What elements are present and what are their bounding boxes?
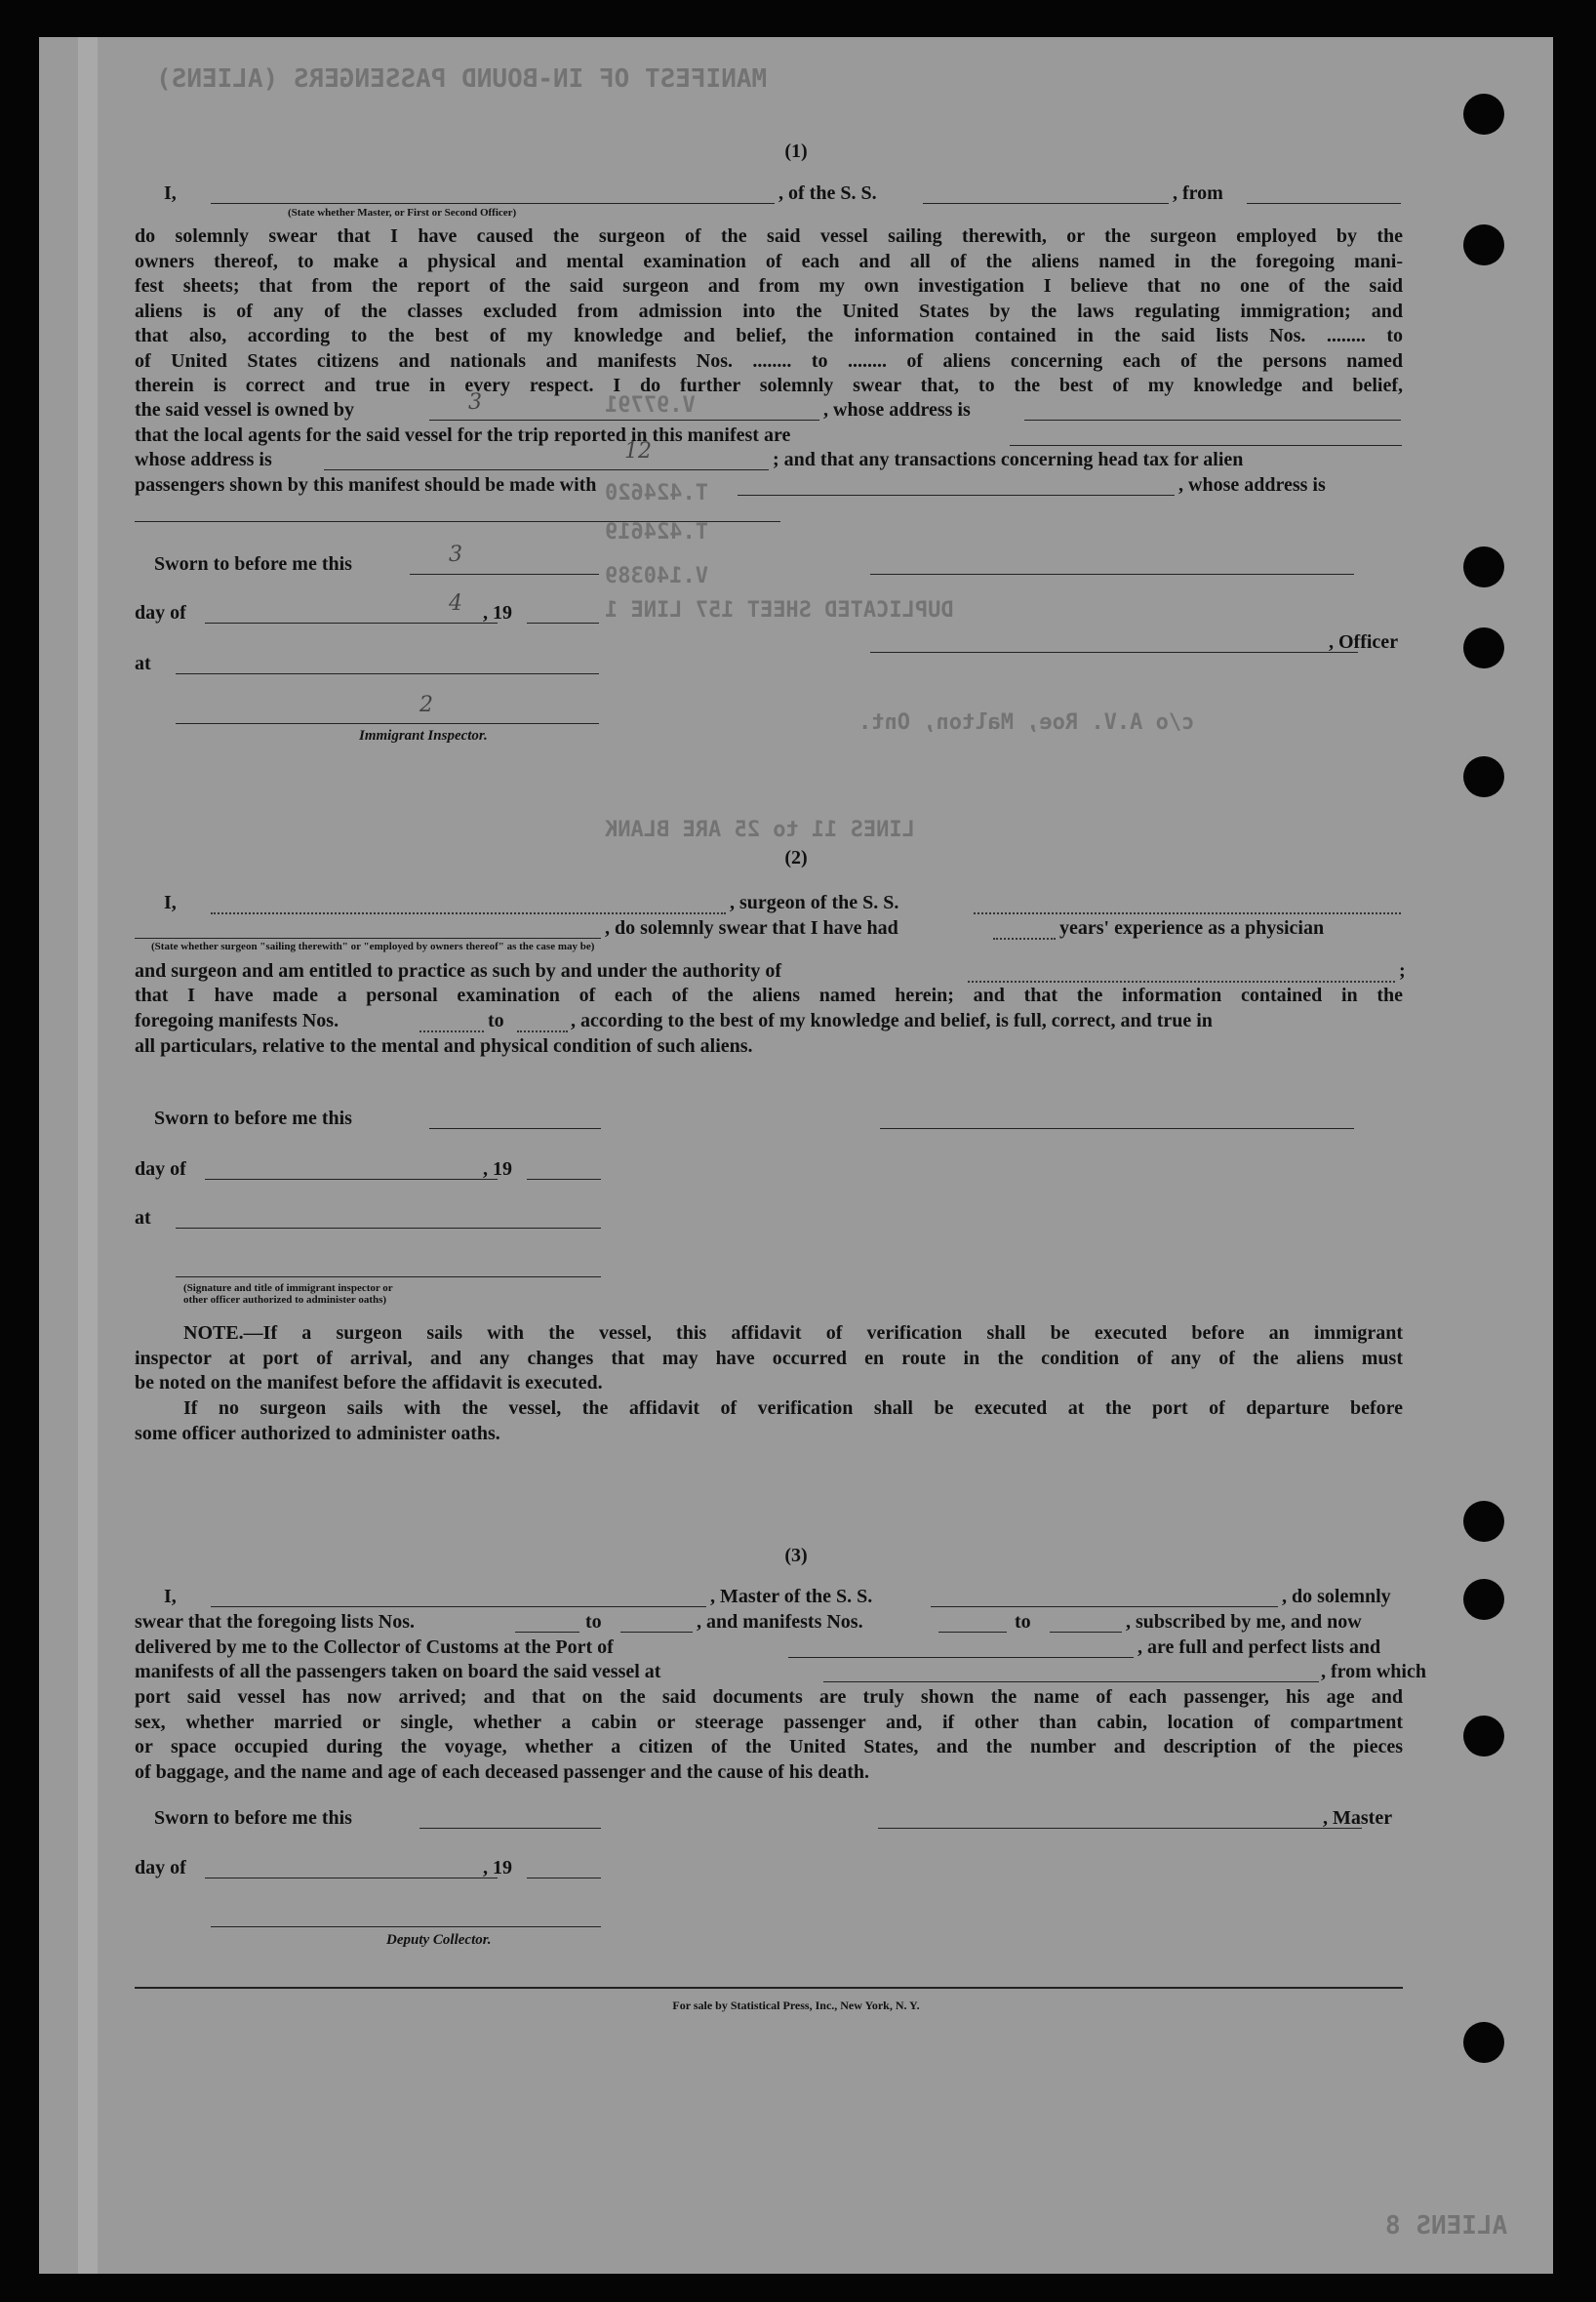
punch-hole (1463, 1579, 1504, 1620)
handwritten-owner-value: 3 (468, 390, 482, 415)
surgeon-name-line (211, 912, 726, 914)
at-place-line (176, 673, 599, 674)
body-line: of baggage, and the name and age of each deceased passenger and the cause of his death. (135, 1760, 869, 1783)
delivered-label: delivered by me to the Collector of Customs at the Port of (135, 1636, 614, 1658)
at-place-line-2 (176, 1228, 601, 1229)
owner-line (429, 420, 819, 421)
surgeon-signature-line (880, 1128, 1354, 1129)
and-manifests-label: , and manifests Nos. (697, 1611, 863, 1633)
owned-by-label: the said vessel is owned by (135, 399, 355, 421)
embarkation-port-line (823, 1681, 1319, 1682)
surgeon-i-label: I, (164, 892, 177, 913)
surgeon-of-label: , surgeon of the S. S. (730, 892, 899, 913)
year-line (527, 623, 599, 624)
sworn-label-3: Sworn to before me this (154, 1807, 352, 1829)
officer-signature-line-2 (176, 1276, 601, 1277)
contact-address-line (135, 521, 780, 522)
officer-signature-line (870, 652, 1358, 653)
bleed-through-strip (78, 37, 98, 2274)
body-line: fest sheets; that from the report of the said surgeon and from my own investigation I believe that no one of the said (135, 275, 1403, 297)
swear-lists-label: swear that the foregoing lists Nos. (135, 1611, 416, 1633)
footer-rule (135, 1987, 1403, 1989)
no-surgeon-line: some officer authorized to administer oaths. (135, 1422, 500, 1444)
punch-hole (1463, 627, 1504, 668)
punch-hole (1463, 1716, 1504, 1757)
local-agents-line (1010, 445, 1402, 446)
section-2-heading: (2) (784, 847, 808, 868)
note-line: NOTE.—If a surgeon sails with the vessel, this affidavit of verification shall be executed before an immigrant (183, 1322, 1403, 1344)
manifest-to-line (517, 1030, 568, 1032)
note-paragraph (135, 1321, 1403, 1396)
bleed-through-number: T.424619 (605, 520, 708, 545)
handwritten-sworn-day: 3 (449, 543, 462, 567)
agents-address-line (324, 469, 769, 470)
from-label: , from (1173, 182, 1223, 204)
bleed-through-address: c/o A.V. Roe, Malton, Ont. (858, 710, 1195, 735)
punch-hole (1463, 94, 1504, 135)
owner-address-label: , whose address is (823, 399, 971, 421)
at-label-2: at (135, 1207, 151, 1229)
sworn-date-line-3 (419, 1828, 601, 1829)
manifest-back-page (39, 37, 1553, 2274)
foregoing-label: foregoing manifests Nos. (135, 1010, 339, 1031)
no-surgeon-paragraph (135, 1396, 1403, 1446)
manifests-all-label: manifests of all the passengers taken on board the said vessel at (135, 1661, 661, 1682)
punch-hole (1463, 546, 1504, 587)
body-line: sex, whether married or single, whether a cabin or steerage passenger and, if other than cabin, location of compartment (135, 1711, 1403, 1733)
ship-label: , of the S. S. (778, 182, 877, 204)
particulars-line: all particulars, relative to the mental and physical condition of such aliens. (135, 1035, 753, 1057)
authority-line (968, 981, 1395, 983)
body-line: owners thereof, to make a physical and mental examination of each and all of the aliens named in the foregoing mani- (135, 250, 1403, 272)
surgeon-status-line (135, 938, 601, 939)
master-i-label: I, (164, 1586, 177, 1607)
lists-to-label: to (585, 1611, 602, 1633)
inspector-signature-line (176, 723, 599, 724)
body-line: therein is correct and true in every respect. I do further solemnly swear that, to the best of my knowledge and belief, (135, 375, 1403, 396)
bleed-through-number: V.140389 (605, 564, 708, 588)
bleed-through-sheet-label: ALIENS 8 (1385, 2211, 1508, 2241)
body-line: or space occupied during the voyage, whether a citizen of the United States, and the number and description of the pieces (135, 1736, 1403, 1757)
day-of-line-2 (205, 1179, 498, 1180)
note-line: be noted on the manifest before the affidavit is executed. (135, 1372, 603, 1393)
entitled-label: and surgeon and am entitled to practice as such by and under the authority of (135, 960, 782, 982)
section-1-heading: (1) (784, 141, 808, 162)
body-line: of United States citizens and nationals and manifests Nos. ........ to ........ of aliens concerning each of the persons named (135, 349, 1403, 372)
years-line (993, 938, 1056, 940)
bleed-through-title: MANIFEST OF IN-BOUND PASSENGERS (ALIENS) (156, 64, 768, 94)
master-signature-line (870, 574, 1354, 575)
semicolon: ; (1399, 960, 1406, 982)
ship-name-line (923, 203, 1169, 204)
punch-hole (1463, 224, 1504, 265)
master-signature-line-3 (878, 1828, 1362, 1829)
body-line: port said vessel has now arrived; and that on the said documents are truly shown the name of each passenger, his age and (135, 1686, 1403, 1708)
head-tax-label: ; and that any transactions concerning head tax for alien (773, 449, 1244, 470)
manifest-from-line (419, 1030, 484, 1032)
sworn-label-2: Sworn to before me this (154, 1108, 352, 1129)
port-line (788, 1657, 1134, 1658)
year-label-3: , 19 (483, 1857, 512, 1878)
note-line: inspector at port of arrival, and any changes that may have occurred en route in the condition of any of the aliens must (135, 1347, 1403, 1369)
bleed-through-number: T.424620 (605, 481, 708, 505)
bleed-through-stamp: DUPLICATED SHEET 157 LINE 1 (605, 598, 954, 623)
punch-hole (1463, 1501, 1504, 1542)
year-line-2 (527, 1179, 601, 1180)
handwritten-address-value: 12 (624, 439, 652, 464)
day-of-label: day of (135, 602, 186, 624)
bleed-through-blank-note: LINES 11 to 25 ARE BLANK (605, 818, 915, 842)
no-surgeon-line: If no surgeon sails with the vessel, the affidavit of verification shall be executed at the port of departure before (183, 1397, 1403, 1419)
do-solemnly-label: , do solemnly (1282, 1586, 1391, 1607)
owner-address-line (1024, 420, 1401, 421)
body-line: aliens is of any of the classes excluded from admission into the United States by the laws regulating immigration; and (135, 300, 1403, 322)
from-which-label: , from which (1321, 1661, 1426, 1682)
swear-label: , do solemnly swear that I have had (605, 917, 898, 939)
lists-to-line (620, 1632, 693, 1633)
master-ship-line (931, 1606, 1278, 1607)
deputy-signature-line (211, 1926, 601, 1927)
day-of-line (205, 623, 498, 624)
from-port-line (1247, 203, 1401, 204)
surgeon-ship-line (974, 912, 1401, 914)
day-of-label-3: day of (135, 1857, 186, 1878)
punch-hole (1463, 2022, 1504, 2063)
bleed-through-number: V.97791 (605, 393, 696, 418)
years-label: years' experience as a physician (1059, 917, 1325, 939)
sworn-label: Sworn to before me this (154, 553, 352, 575)
signature-caption-2: other officer authorized to administer oaths) (183, 1294, 387, 1306)
body-line: do solemnly swear that I have caused the surgeon of the said vessel sailing therewith, or the surgeon employed by the (135, 225, 1403, 247)
foregoing-rest: , according to the best of my knowledge and belief, is full, correct, and true in (571, 1010, 1213, 1031)
affiant-label: I, (164, 182, 177, 204)
printer-imprint: For sale by Statistical Press, Inc., New York, N. Y. (672, 1999, 920, 2012)
section-3-heading: (3) (784, 1545, 808, 1566)
handwritten-day-of: 4 (449, 591, 462, 616)
local-agents-label: that the local agents for the said vessel for the trip reported in this manifest are (135, 424, 791, 446)
signature-caption-1: (Signature and title of immigrant inspector or (183, 1282, 393, 1294)
agents-address-label: whose address is (135, 449, 272, 470)
surgeon-caption: (State whether surgeon "sailing therewith" or "employed by owners thereof" as the case may be) (151, 941, 595, 952)
section-3-body (135, 1685, 1403, 1785)
at-label: at (135, 653, 151, 674)
manifests-to-label: to (1015, 1611, 1031, 1633)
lists-from-line (515, 1632, 579, 1633)
day-of-label-2: day of (135, 1158, 186, 1180)
master-of-label: , Master of the S. S. (710, 1586, 873, 1607)
year-label: , 19 (483, 602, 512, 624)
inspector-caption: Immigrant Inspector. (359, 728, 488, 744)
subscribed-label: , subscribed by me, and now (1126, 1611, 1362, 1633)
section-1-body (135, 224, 1403, 399)
sworn-date-line (410, 574, 599, 575)
examination-line: that I have made a personal examination of each of the aliens named herein; and that the information contained in the (135, 985, 1403, 1006)
head-tax-contact-line (738, 495, 1175, 496)
master-label: , Master (1323, 1807, 1393, 1829)
contact-address-label: , whose address is (1178, 474, 1326, 496)
passengers-label: passengers shown by this manifest should be made with (135, 474, 597, 496)
master-name-line (211, 1606, 706, 1607)
punch-hole (1463, 756, 1504, 797)
deputy-caption: Deputy Collector. (386, 1932, 492, 1948)
foregoing-to-label: to (488, 1010, 504, 1031)
year-label-2: , 19 (483, 1158, 512, 1180)
officer-label: , Officer (1329, 631, 1399, 653)
body-line: that also, according to the best of my knowledge and belief, the information contained in the said lists Nos. ........ to (135, 325, 1403, 346)
sworn-date-line-2 (429, 1128, 601, 1129)
handwritten-inspector-value: 2 (419, 693, 433, 717)
full-perfect-label: , are full and perfect lists and (1137, 1636, 1381, 1658)
affiant-name-line (211, 203, 775, 204)
manifests-from-line (938, 1632, 1007, 1633)
affiant-caption: (State whether Master, or First or Second Officer) (288, 207, 517, 219)
manifests-to-line (1050, 1632, 1122, 1633)
